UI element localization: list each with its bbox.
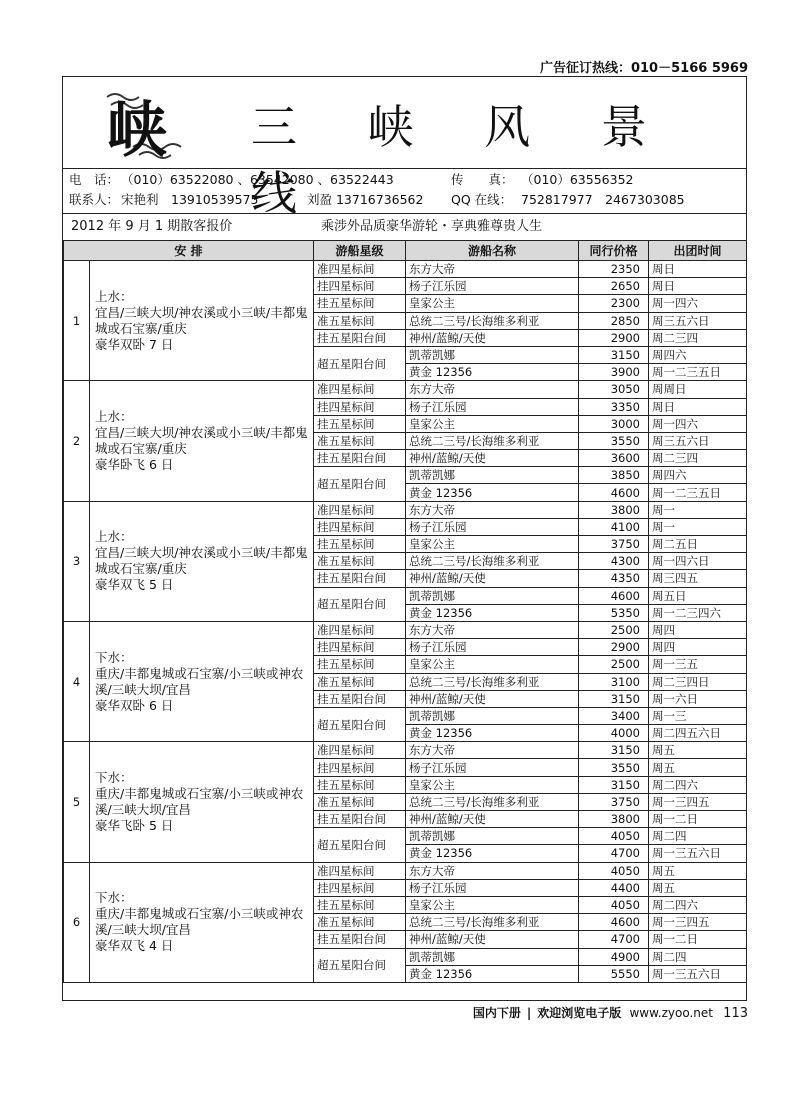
trade-price: 4100 <box>579 518 649 535</box>
trade-price: 3750 <box>579 793 649 810</box>
trade-price: 4400 <box>579 879 649 896</box>
route-route: 重庆/丰都鬼城或石宝寨/小三峡或神农溪/三峡大坝/宜昌 <box>95 785 304 817</box>
table-header-row <box>64 241 747 261</box>
departure-days: 周四 <box>649 621 747 638</box>
departure-days: 周一三五 <box>649 656 747 673</box>
ship-name: 黄金 12356 <box>406 364 579 381</box>
ship-grade: 准四星标间 <box>314 862 406 879</box>
ship-name: 凯蒂凯娜 <box>406 346 579 363</box>
ship-name: 皇家公主 <box>406 295 579 312</box>
ship-name: 东方大帝 <box>406 862 579 879</box>
route-room: 豪华双飞 5 日 <box>95 577 174 593</box>
departure-days: 周五 <box>649 742 747 759</box>
trade-price: 4350 <box>579 570 649 587</box>
departure-days: 周四六 <box>649 467 747 484</box>
departure-days: 周二三四 <box>649 450 747 467</box>
trade-price: 2900 <box>579 639 649 656</box>
departure-days: 周一二日 <box>649 931 747 948</box>
ship-name: 凯蒂凯娜 <box>406 467 579 484</box>
table-row <box>64 261 747 278</box>
departure-days: 周一三五六日 <box>649 845 747 862</box>
ship-name: 神州/蓝鲸/天使 <box>406 329 579 346</box>
ship-name: 总统二三号/长海维多利亚 <box>406 914 579 931</box>
route-route: 重庆/丰都鬼城或石宝寨/小三峡或神农溪/三峡大坝/宜昌 <box>95 665 304 697</box>
trade-price: 3400 <box>579 707 649 724</box>
ship-name: 皇家公主 <box>406 896 579 913</box>
trade-price: 2500 <box>579 656 649 673</box>
departure-days: 周一二日 <box>649 811 747 828</box>
departure-days: 周三四五 <box>649 570 747 587</box>
trade-price: 4700 <box>579 845 649 862</box>
ship-name: 神州/蓝鲸/天使 <box>406 811 579 828</box>
departure-days: 周一四六 <box>649 415 747 432</box>
departure-days: 周一 <box>649 518 747 535</box>
ship-grade: 超五星阳台间 <box>314 828 406 862</box>
departure-days: 周日 <box>649 398 747 415</box>
trade-price: 4050 <box>579 862 649 879</box>
ship-grade: 挂四星标间 <box>314 639 406 656</box>
ship-name: 东方大帝 <box>406 501 579 518</box>
ship-grade: 超五星阳台间 <box>314 346 406 380</box>
ship-name: 凯蒂凯娜 <box>406 707 579 724</box>
ship-grade: 准五星标间 <box>314 793 406 810</box>
trade-price: 3150 <box>579 346 649 363</box>
logo-character: 峡 <box>107 96 167 166</box>
departure-days: 周二三四 <box>649 329 747 346</box>
ship-grade: 准四星标间 <box>314 381 406 398</box>
ship-grade: 挂四星标间 <box>314 759 406 776</box>
departure-days: 周二四 <box>649 828 747 845</box>
ship-grade: 挂五星阳台间 <box>314 931 406 948</box>
departure-days: 周日 <box>649 261 747 278</box>
departure-days: 周一三四五 <box>649 793 747 810</box>
ship-name: 杨子江乐园 <box>406 759 579 776</box>
trade-price: 3150 <box>579 776 649 793</box>
trade-price: 3150 <box>579 742 649 759</box>
ship-name: 总统二三号/长海维多利亚 <box>406 553 579 570</box>
departure-days: 周四 <box>649 639 747 656</box>
trade-price: 4600 <box>579 484 649 501</box>
route-arrangement <box>90 501 314 621</box>
ship-grade: 挂五星阳台间 <box>314 811 406 828</box>
departure-days: 周日 <box>649 278 747 295</box>
departure-days: 周一三四五 <box>649 914 747 931</box>
route-room: 豪华卧飞 6 日 <box>95 456 174 472</box>
table-row <box>64 501 747 518</box>
departure-days: 周二四五六日 <box>649 725 747 742</box>
ship-grade: 超五星阳台间 <box>314 467 406 501</box>
departure-days: 周二五日 <box>649 536 747 553</box>
route-arrangement <box>90 742 314 862</box>
price-table-body <box>64 261 747 983</box>
ship-grade: 挂五星标间 <box>314 536 406 553</box>
ship-name: 黄金 12356 <box>406 484 579 501</box>
route-route: 宜昌/三峡大坝/神农溪或小三峡/丰都鬼城或石宝寨/重庆 <box>95 545 308 577</box>
departure-days: 周五 <box>649 879 747 896</box>
group-number: 2 <box>64 381 90 501</box>
departure-days: 周五 <box>649 759 747 776</box>
departure-days: 周五日 <box>649 587 747 604</box>
ship-grade: 准四星标间 <box>314 742 406 759</box>
departure-days: 周一六日 <box>649 690 747 707</box>
contact-block <box>63 168 746 214</box>
ship-grade: 准四星标间 <box>314 621 406 638</box>
price-sheet <box>62 76 747 1001</box>
ship-grade: 挂五星阳台间 <box>314 450 406 467</box>
trade-price: 3800 <box>579 811 649 828</box>
ship-grade: 超五星阳台间 <box>314 707 406 741</box>
header-arrangement: 安 排 <box>64 241 314 261</box>
trade-price: 3550 <box>579 432 649 449</box>
route-arrangement <box>90 621 314 741</box>
ship-name: 总统二三号/长海维多利亚 <box>406 673 579 690</box>
ship-name: 东方大帝 <box>406 742 579 759</box>
ship-name: 杨子江乐园 <box>406 879 579 896</box>
qq-numbers: 752817977 2467303085 <box>521 192 685 207</box>
departure-days: 周一四六日 <box>649 553 747 570</box>
ship-grade: 挂四星标间 <box>314 518 406 535</box>
departure-days: 周二四六 <box>649 896 747 913</box>
ship-grade: 准四星标间 <box>314 501 406 518</box>
trade-price: 3050 <box>579 381 649 398</box>
departure-days: 周二四六 <box>649 776 747 793</box>
route-room: 豪华飞卧 5 日 <box>95 817 174 833</box>
ship-name: 凯蒂凯娜 <box>406 587 579 604</box>
footer-section: 国内下册 <box>472 1006 521 1020</box>
footer-welcome: 欢迎浏览电子版 <box>537 1006 622 1020</box>
trade-price: 4600 <box>579 914 649 931</box>
ship-name: 东方大帝 <box>406 381 579 398</box>
trade-price: 4000 <box>579 725 649 742</box>
route-route: 宜昌/三峡大坝/神农溪或小三峡/丰都鬼城或石宝寨/重庆 <box>95 304 308 336</box>
trade-price: 3850 <box>579 467 649 484</box>
ship-name: 神州/蓝鲸/天使 <box>406 690 579 707</box>
table-row <box>64 862 747 879</box>
trade-price: 3350 <box>579 398 649 415</box>
route-direction: 下水： <box>95 649 133 665</box>
ship-name: 黄金 12356 <box>406 725 579 742</box>
trade-price: 3600 <box>579 450 649 467</box>
departure-days: 周一 <box>649 501 747 518</box>
route-room: 豪华双飞 4 日 <box>95 938 174 954</box>
trade-price: 3150 <box>579 690 649 707</box>
trade-price: 3900 <box>579 364 649 381</box>
ship-name: 皇家公主 <box>406 656 579 673</box>
ship-name: 凯蒂凯娜 <box>406 828 579 845</box>
ship-grade: 挂五星标间 <box>314 776 406 793</box>
route-room: 豪华双卧 6 日 <box>95 697 174 713</box>
ship-grade: 准五星标间 <box>314 432 406 449</box>
table-row <box>64 742 747 759</box>
table-row <box>64 621 747 638</box>
page-title: 三 峡 风 景 线 <box>251 100 675 220</box>
route-route: 重庆/丰都鬼城或石宝寨/小三峡或神农溪/三峡大坝/宜昌 <box>95 906 304 938</box>
route-direction: 上水： <box>95 288 133 304</box>
ship-name: 总统二三号/长海维多利亚 <box>406 793 579 810</box>
trade-price: 4050 <box>579 896 649 913</box>
contact-person-1: 宋艳利 13910539575 <box>121 192 259 207</box>
ship-grade: 准五星标间 <box>314 673 406 690</box>
group-number: 5 <box>64 742 90 862</box>
departure-days: 周四六 <box>649 346 747 363</box>
trade-price: 2500 <box>579 621 649 638</box>
header-ship: 游船名称 <box>406 241 579 261</box>
route-arrangement <box>90 261 314 381</box>
departure-days: 周一二三四六 <box>649 604 747 621</box>
ship-name: 凯蒂凯娜 <box>406 948 579 965</box>
route-arrangement <box>90 862 314 982</box>
route-direction: 上水： <box>95 529 133 545</box>
trade-price: 5350 <box>579 604 649 621</box>
trade-price: 4300 <box>579 553 649 570</box>
trade-price: 3100 <box>579 673 649 690</box>
contact-label: 联系人： <box>69 192 120 207</box>
ship-name: 东方大帝 <box>406 261 579 278</box>
departure-days: 周一三五六日 <box>649 965 747 982</box>
ship-grade: 挂四星标间 <box>314 278 406 295</box>
trade-price: 4900 <box>579 948 649 965</box>
trade-price: 2900 <box>579 329 649 346</box>
ship-name: 东方大帝 <box>406 621 579 638</box>
route-room: 豪华双卧 7 日 <box>95 336 174 352</box>
ship-name: 黄金 12356 <box>406 604 579 621</box>
ship-grade: 准五星标间 <box>314 914 406 931</box>
ship-grade: 超五星阳台间 <box>314 948 406 982</box>
route-direction: 下水： <box>95 890 133 906</box>
contact-person-2: 刘盈 13716736562 <box>307 192 424 207</box>
departure-days: 周二三四日 <box>649 673 747 690</box>
group-number: 4 <box>64 621 90 741</box>
route-direction: 上水： <box>95 408 133 424</box>
ship-grade: 准五星标间 <box>314 312 406 329</box>
group-number: 6 <box>64 862 90 982</box>
departure-days: 周五 <box>649 862 747 879</box>
ship-name: 总统二三号/长海维多利亚 <box>406 432 579 449</box>
trade-price: 5550 <box>579 965 649 982</box>
fax-label: 传 真： <box>451 172 514 187</box>
ship-name: 神州/蓝鲸/天使 <box>406 931 579 948</box>
ship-grade: 准五星标间 <box>314 553 406 570</box>
ship-name: 皇家公主 <box>406 415 579 432</box>
ship-name: 黄金 12356 <box>406 965 579 982</box>
ship-name: 杨子江乐园 <box>406 639 579 656</box>
group-number: 1 <box>64 261 90 381</box>
issue-date: 2012 年 9 月 1 期散客报价 <box>71 219 233 234</box>
header-date: 出团时间 <box>649 241 747 261</box>
ad-hotline: 广告征订热线：010－5166 5969 <box>539 61 748 76</box>
ship-name: 皇家公主 <box>406 776 579 793</box>
ship-name: 神州/蓝鲸/天使 <box>406 570 579 587</box>
departure-days: 周一二三五日 <box>649 484 747 501</box>
group-number: 3 <box>64 501 90 621</box>
trade-price: 4700 <box>579 931 649 948</box>
ship-name: 杨子江乐园 <box>406 398 579 415</box>
ship-name: 神州/蓝鲸/天使 <box>406 450 579 467</box>
page-footer: 国内下册 | 欢迎浏览电子版 www.zyoo.net 113 <box>472 1006 748 1021</box>
trade-price: 4050 <box>579 828 649 845</box>
departure-days: 周三五六日 <box>649 432 747 449</box>
departure-days: 周一三 <box>649 707 747 724</box>
trade-price: 3550 <box>579 759 649 776</box>
ship-name: 皇家公主 <box>406 536 579 553</box>
price-table <box>63 240 747 983</box>
trade-price: 3800 <box>579 501 649 518</box>
ship-grade: 挂五星标间 <box>314 656 406 673</box>
ship-grade: 挂五星阳台间 <box>314 329 406 346</box>
ship-name: 黄金 12356 <box>406 845 579 862</box>
phone-label: 电 话： <box>69 172 120 187</box>
ship-grade: 准四星标间 <box>314 261 406 278</box>
table-row <box>64 381 747 398</box>
header-price: 同行价格 <box>579 241 649 261</box>
trade-price: 3000 <box>579 415 649 432</box>
ship-name: 杨子江乐园 <box>406 278 579 295</box>
route-arrangement <box>90 381 314 501</box>
departure-days: 周一四六 <box>649 295 747 312</box>
phone-numbers: （010）63522080 、63542080 、63522443 <box>121 172 394 187</box>
departure-days: 周一二三五日 <box>649 364 747 381</box>
route-direction: 下水： <box>95 769 133 785</box>
issue-subheader <box>63 213 746 241</box>
departure-days: 周周日 <box>649 381 747 398</box>
ship-grade: 挂五星标间 <box>314 415 406 432</box>
trade-price: 2300 <box>579 295 649 312</box>
ship-name: 杨子江乐园 <box>406 518 579 535</box>
ship-name: 总统二三号/长海维多利亚 <box>406 312 579 329</box>
slogan: 乘涉外品质豪华游轮・享典雅尊贵人生 <box>321 219 543 234</box>
ship-grade: 挂五星阳台间 <box>314 570 406 587</box>
header-grade: 游船星级 <box>314 241 406 261</box>
ship-grade: 挂五星标间 <box>314 295 406 312</box>
trade-price: 2850 <box>579 312 649 329</box>
trade-price: 4600 <box>579 587 649 604</box>
ship-grade: 挂五星阳台间 <box>314 690 406 707</box>
trade-price: 2650 <box>579 278 649 295</box>
ship-grade: 挂四星标间 <box>314 398 406 415</box>
departure-days: 周三五六日 <box>649 312 747 329</box>
qq-label: QQ 在线： <box>451 192 513 207</box>
ship-grade: 挂四星标间 <box>314 879 406 896</box>
trade-price: 3750 <box>579 536 649 553</box>
trade-price: 2350 <box>579 261 649 278</box>
page-number: 113 <box>723 1006 748 1021</box>
ship-grade: 挂五星标间 <box>314 896 406 913</box>
departure-days: 周二四 <box>649 948 747 965</box>
footer-site: www.zyoo.net <box>629 1006 713 1020</box>
ship-grade: 超五星阳台间 <box>314 587 406 621</box>
fax-number: （010）63556352 <box>521 172 634 187</box>
route-route: 宜昌/三峡大坝/神农溪或小三峡/丰都鬼城或石宝寨/重庆 <box>95 424 308 456</box>
